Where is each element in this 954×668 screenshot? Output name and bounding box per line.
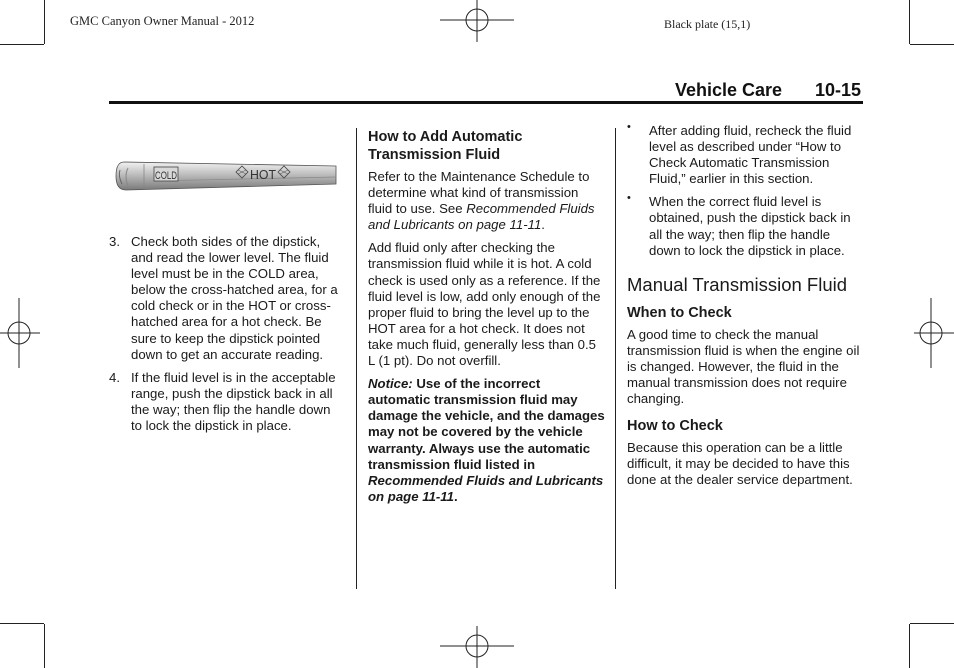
hot-label: HOT — [250, 167, 277, 182]
how-to-check-heading: How to Check — [627, 418, 723, 435]
bullet-text: When the correct fluid level is obtained, push the dipstick back in all the way; then flip the handle down to lock the dipstick in place. — [649, 194, 851, 258]
notice-block — [368, 376, 606, 505]
column-divider-2 — [615, 128, 616, 589]
paragraph-maintenance-schedule — [368, 169, 606, 233]
step-text: If the fluid level is in the acceptable range, push the dipstick back in all the way; then flip the handle down to lock the dipstick in place. — [131, 369, 336, 434]
notice-text: Use of the incorrect automatic transmission fluid may damage the vehicle, and the damages may not be covered by the vehicle warranty. Always use the automatic transmission fluid listed in — [368, 376, 605, 472]
how-to-check-text: Because this operation can be a little difficult, it may be decided to have this done at the dealer service department. — [627, 440, 853, 488]
step-4 — [109, 370, 345, 434]
paragraph-add-fluid: Add fluid only after checking the transmission fluid while it is hot. A cold check is used only as a reference. If the fluid level is low, add only enough of the proper fluid to bring the level up to the HOT area for a hot check. It does not take much fluid, generally less than 0.5 L (1 pt). Do not overfill. — [368, 240, 601, 369]
manual-transmission-title: Manual Transmission Fluid — [627, 273, 848, 295]
registration-mark-left — [0, 298, 42, 368]
step-3 — [109, 234, 345, 363]
paragraph-end: . — [541, 217, 545, 233]
cold-label: COLD — [155, 170, 178, 182]
column-divider-1 — [356, 128, 357, 589]
page-number: 10-15 — [815, 80, 862, 100]
paragraph-text: Refer to the Maintenance Schedule to determine what kind of transmission fluid to use. See — [368, 169, 590, 217]
notice-end: . — [454, 488, 458, 504]
registration-mark-right — [912, 298, 954, 368]
column-2 — [368, 128, 606, 512]
when-to-check-heading: When to Check — [627, 304, 732, 321]
bullet-correct-level — [627, 194, 863, 258]
bullet-icon: • — [627, 192, 631, 205]
plate-label: Black plate (15,1) — [664, 17, 751, 31]
registration-mark-top — [440, 0, 514, 44]
registration-mark-bottom — [440, 626, 514, 668]
column-1 — [109, 234, 345, 441]
step-number: 3. — [109, 234, 120, 249]
header-rule — [109, 101, 863, 104]
manual-title: GMC Canyon Owner Manual - 2012 — [70, 14, 255, 28]
dipstick-figure — [110, 150, 342, 200]
add-fluid-heading: How to Add Automatic Transmission Fluid — [368, 129, 523, 163]
bullet-icon: • — [627, 121, 631, 133]
section-title: Vehicle Care — [675, 80, 783, 100]
bullet-text: After adding fluid, recheck the fluid level as described under “How to Check Automatic Transmission Fluid,” earlier in this section. — [649, 123, 852, 187]
step-number: 4. — [109, 369, 120, 385]
bullet-recheck — [627, 123, 863, 187]
when-to-check-text: A good time to check the manual transmission fluid is when the engine oil is changed. However, the fluid in the manual transmission does not require changing. — [627, 326, 860, 407]
notice-label: Notice: — [368, 376, 413, 392]
notice-cross-reference-link[interactable]: Recommended Fluids and Lubricants on page 11-11 — [368, 472, 604, 504]
step-text: Check both sides of the dipstick, and read the lower level. The fluid level must be in the COLD area, below the cross-hatched area, for a cold check or in the HOT or cross-hatched area for a hot check. Be sure to keep the dipstick pointed down to get an accurate reading. — [131, 234, 338, 362]
cross-reference-link[interactable]: Recommended Fluids and Lubricants on page 11-11 — [368, 201, 595, 233]
column-3 — [627, 123, 863, 496]
